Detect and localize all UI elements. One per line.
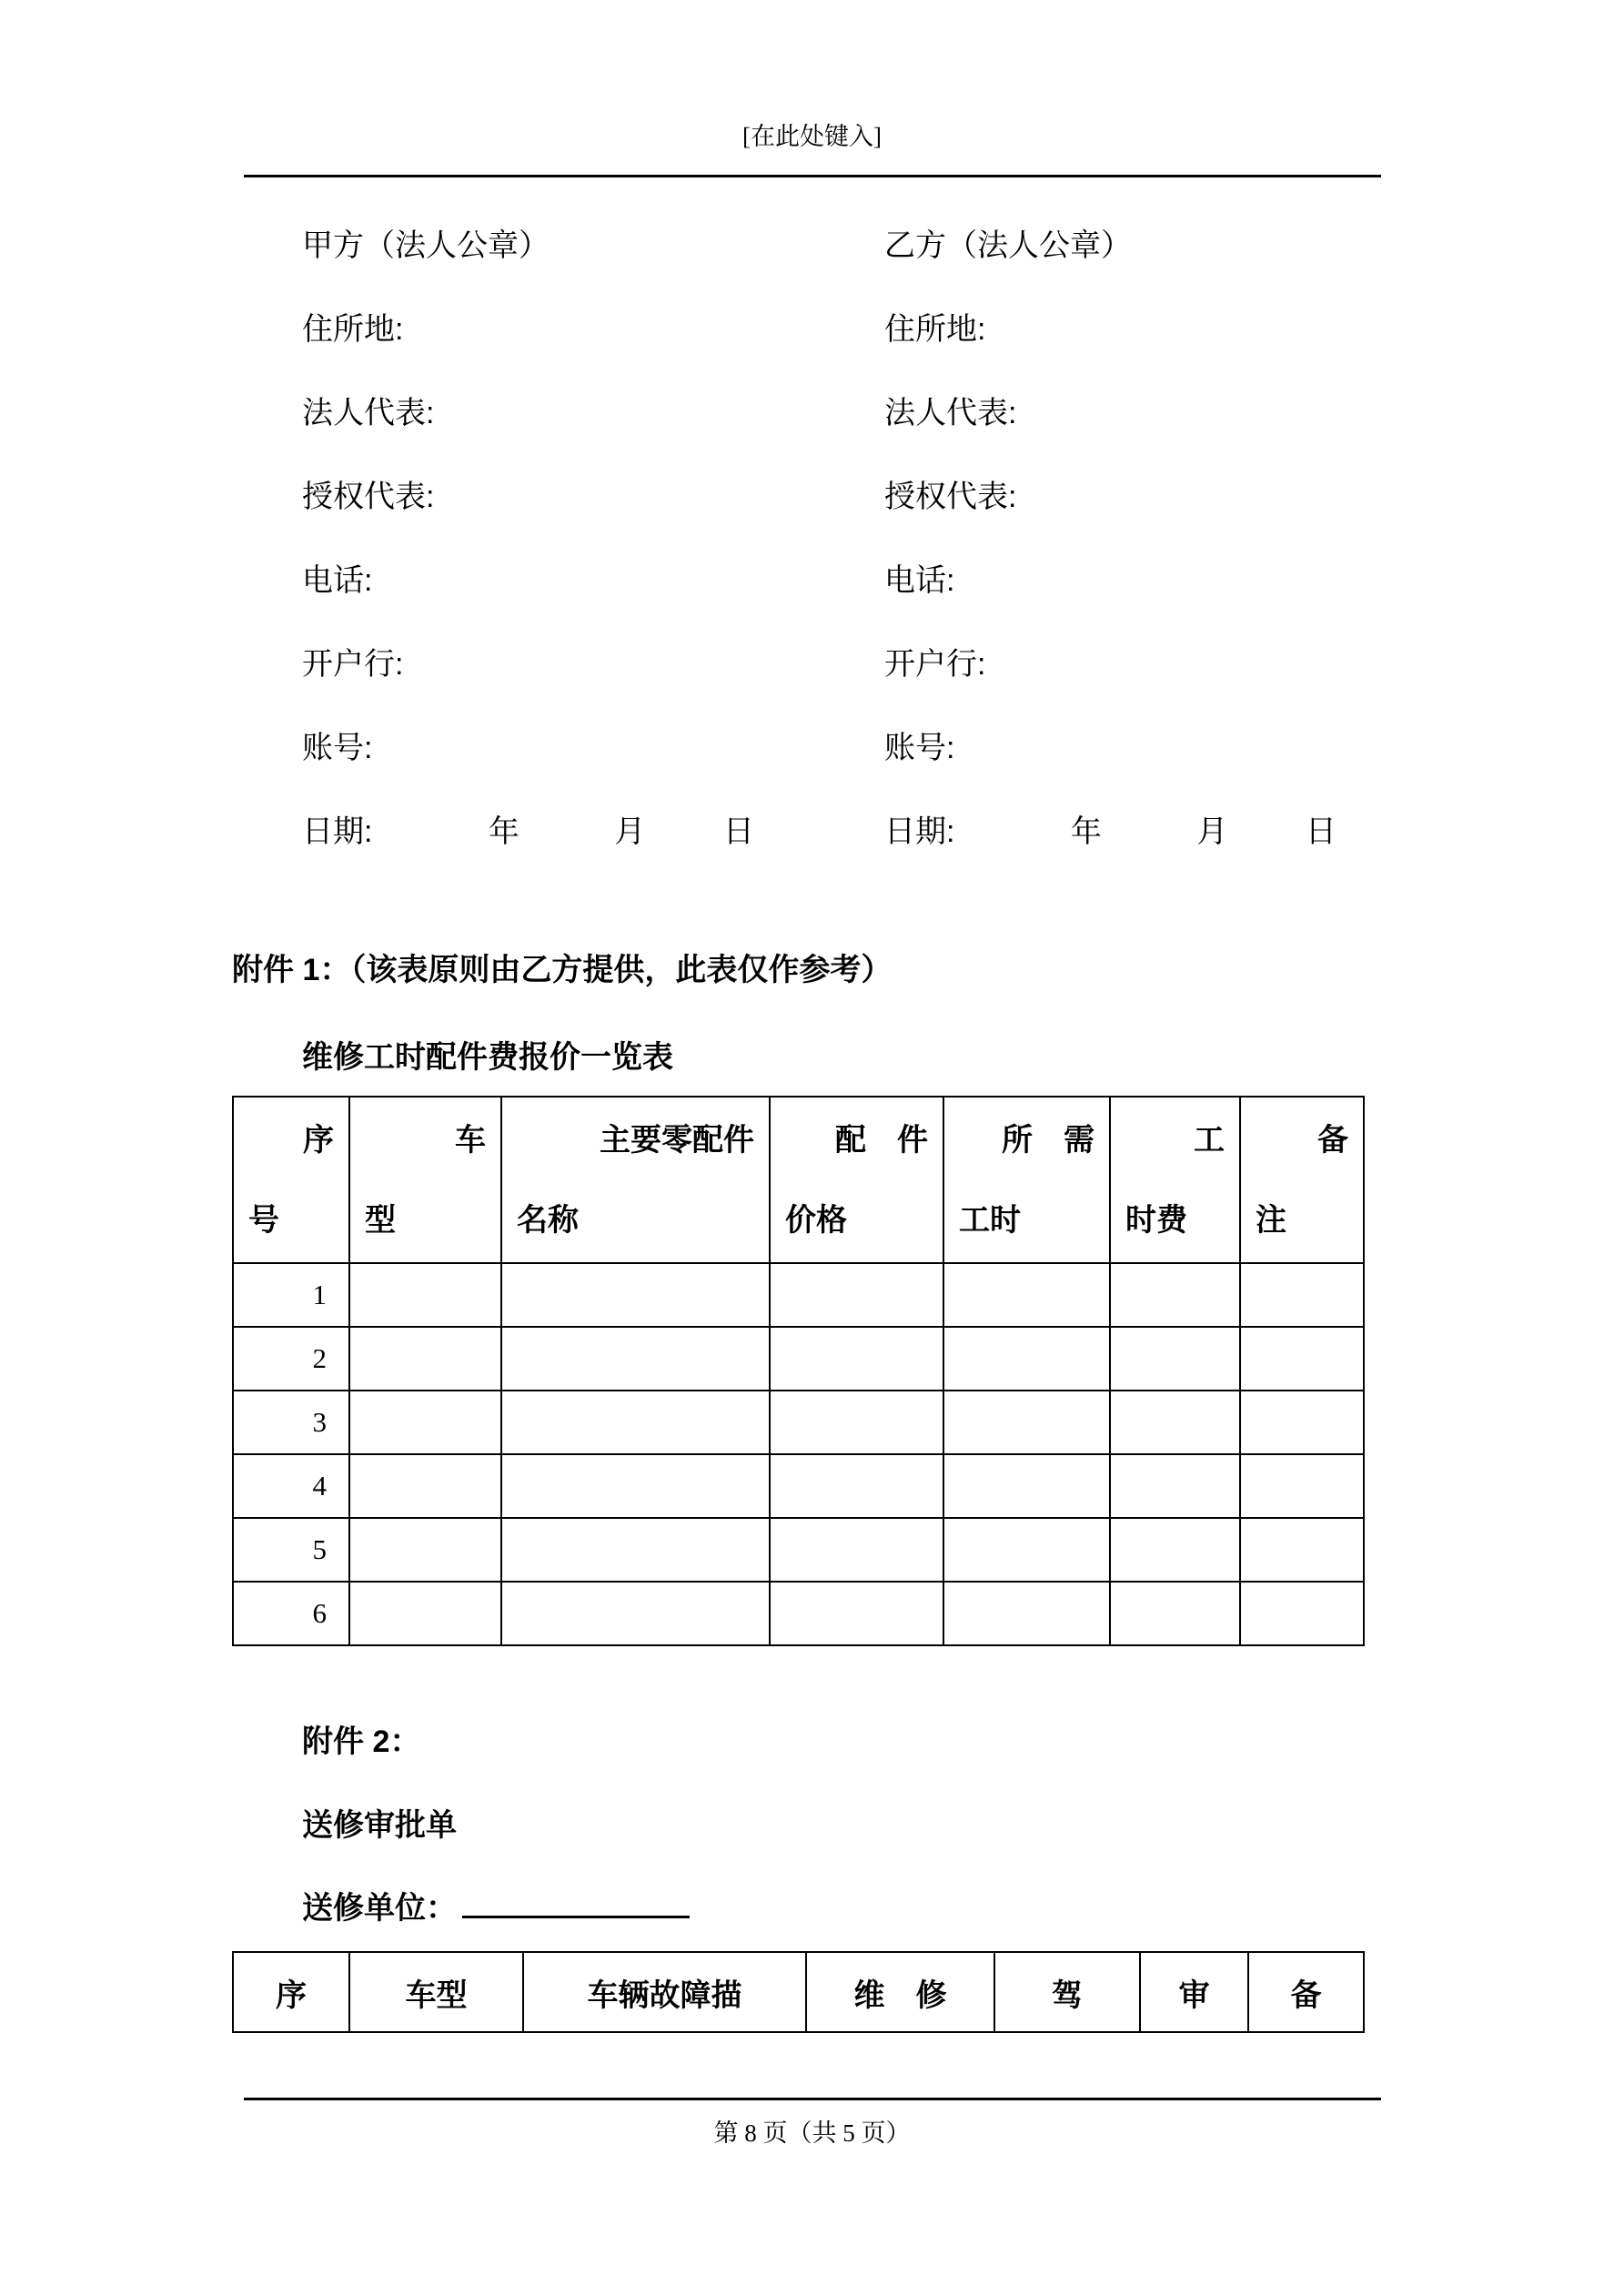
header-model: 车型: [349, 1952, 523, 2032]
cell-part-price: [770, 1391, 943, 1454]
row-number: 5: [233, 1518, 349, 1582]
cell-part-name: [501, 1327, 770, 1391]
cell-remark: [1240, 1391, 1364, 1454]
header-remark-line1: 备: [1317, 1122, 1348, 1158]
party-a-block: [302, 204, 884, 874]
attachment1-table-title: 维修工时配件费报价一览表: [302, 1040, 673, 1075]
cell-part-price: [770, 1263, 943, 1327]
header-fault-desc: 车辆故障描: [523, 1952, 806, 2032]
header-part-name-line2: 名称: [517, 1202, 579, 1238]
page-number: 第 8 页（共 5 页）: [713, 2119, 911, 2147]
cell-model: [349, 1582, 501, 1645]
header-remark: [1240, 1097, 1364, 1263]
cell-hours: [943, 1518, 1110, 1582]
cell-hours: [943, 1582, 1110, 1645]
header-repair: 维 修: [806, 1952, 994, 2032]
header-seq: 序: [233, 1952, 349, 2032]
party-b-phone-label: 电话:: [884, 563, 955, 598]
cell-labor-fee: [1110, 1454, 1240, 1518]
cell-labor-fee: [1110, 1391, 1240, 1454]
party-a-phone-label: 电话:: [302, 563, 373, 598]
cell-part-name: [501, 1518, 770, 1582]
header-approve: 审: [1140, 1952, 1248, 2032]
cell-part-name: [501, 1582, 770, 1645]
party-a-title: 甲方（法人公章）: [302, 228, 550, 263]
party-b-address-label: 住所地:: [884, 312, 986, 347]
header-part-price-line2: 价格: [785, 1202, 847, 1238]
attachment1-title: 附件 1：（该表原则由乙方提供，此表仅作参考）: [232, 953, 893, 987]
header-part-name-line1: 主要零配件: [600, 1122, 754, 1158]
header-hours: [943, 1097, 1110, 1263]
cell-hours: [943, 1391, 1110, 1454]
header-seq-line1: 序: [303, 1122, 334, 1158]
party-a-address-label: 住所地:: [302, 312, 404, 347]
price-quote-table: [232, 1096, 1365, 1646]
header-labor-fee-line2: 时费: [1125, 1202, 1187, 1238]
header-seq: [233, 1097, 349, 1263]
header-model: [349, 1097, 501, 1263]
cell-model: [349, 1518, 501, 1582]
header-remark-line2: 注: [1256, 1202, 1286, 1238]
header-model-line1: 车: [455, 1122, 486, 1158]
header-part-price: [770, 1097, 943, 1263]
attachment2-unit-line: [302, 1883, 690, 1927]
cell-part-name: [501, 1454, 770, 1518]
header-remark: 备: [1248, 1952, 1364, 2032]
party-b-legal-rep-label: 法人代表:: [884, 396, 1017, 430]
header-part-price-line1: 配 件: [835, 1122, 928, 1158]
attachment2-title: 附件 2：: [302, 1725, 421, 1759]
row-number: 4: [233, 1454, 349, 1518]
header-placeholder: [在此处键入]: [742, 123, 882, 150]
party-b-month-label: 月: [1196, 814, 1228, 849]
cell-part-price: [770, 1454, 943, 1518]
footer-rule: [244, 2098, 1381, 2100]
cell-remark: [1240, 1518, 1364, 1582]
header-labor-fee: [1110, 1097, 1240, 1263]
header-model-line2: 型: [365, 1202, 396, 1238]
party-a-year-label: 年: [488, 814, 519, 849]
cell-labor-fee: [1110, 1518, 1240, 1582]
cell-labor-fee: [1110, 1582, 1240, 1645]
cell-remark: [1240, 1327, 1364, 1391]
cell-model: [349, 1391, 501, 1454]
row-number: 3: [233, 1391, 349, 1454]
table-row: [233, 1391, 1364, 1454]
header-driver: 驾: [994, 1952, 1140, 2032]
party-b-date-label: 日期:: [884, 814, 955, 849]
approval-table-header-row: [233, 1952, 1364, 2032]
cell-labor-fee: [1110, 1327, 1240, 1391]
cell-model: [349, 1263, 501, 1327]
cell-remark: [1240, 1582, 1364, 1645]
table-row: [233, 1327, 1364, 1391]
table-row: [233, 1582, 1364, 1645]
party-b-account-label: 账号:: [884, 731, 955, 765]
repair-approval-table: [232, 1951, 1365, 2033]
party-b-day-label: 日: [1305, 814, 1337, 849]
party-a-date-row: [302, 790, 884, 874]
cell-model: [349, 1454, 501, 1518]
party-b-title: 乙方（法人公章）: [884, 228, 1132, 263]
cell-labor-fee: [1110, 1263, 1240, 1327]
table-row: [233, 1263, 1364, 1327]
party-a-day-label: 日: [722, 814, 754, 849]
table-row: [233, 1518, 1364, 1582]
attachment2-unit-label: 送修单位：: [302, 1891, 457, 1926]
cell-part-name: [501, 1263, 770, 1327]
cell-part-name: [501, 1391, 770, 1454]
party-a-legal-rep-label: 法人代表:: [302, 396, 435, 430]
cell-remark: [1240, 1263, 1364, 1327]
party-a-account-label: 账号:: [302, 731, 373, 765]
cell-part-price: [770, 1327, 943, 1391]
row-number: 1: [233, 1263, 349, 1327]
cell-hours: [943, 1327, 1110, 1391]
header-part-name: [501, 1097, 770, 1263]
party-a-bank-label: 开户行:: [302, 647, 404, 682]
header-hours-line2: 工时: [959, 1202, 1021, 1238]
party-b-year-label: 年: [1070, 814, 1102, 849]
header-rule: [244, 175, 1381, 177]
party-a-auth-rep-label: 授权代表:: [302, 480, 435, 514]
row-number: 6: [233, 1582, 349, 1645]
party-b-date-row: [884, 790, 1467, 874]
header-seq-line2: 号: [248, 1202, 279, 1238]
header-hours-line1: 所 需: [1002, 1122, 1094, 1158]
header-labor-fee-line1: 工: [1194, 1122, 1225, 1158]
cell-part-price: [770, 1518, 943, 1582]
cell-remark: [1240, 1454, 1364, 1518]
row-number: 2: [233, 1327, 349, 1391]
cell-hours: [943, 1454, 1110, 1518]
cell-hours: [943, 1263, 1110, 1327]
cell-model: [349, 1327, 501, 1391]
party-a-date-label: 日期:: [302, 814, 373, 849]
price-table-header-row: [233, 1097, 1364, 1263]
party-a-month-label: 月: [614, 814, 646, 849]
party-b-auth-rep-label: 授权代表:: [884, 480, 1017, 514]
table-row: [233, 1454, 1364, 1518]
cell-part-price: [770, 1582, 943, 1645]
party-b-bank-label: 开户行:: [884, 647, 986, 682]
unit-blank-underline: [462, 1887, 690, 1918]
party-b-block: [884, 204, 1467, 874]
attachment2-subtitle: 送修审批单: [302, 1808, 457, 1843]
